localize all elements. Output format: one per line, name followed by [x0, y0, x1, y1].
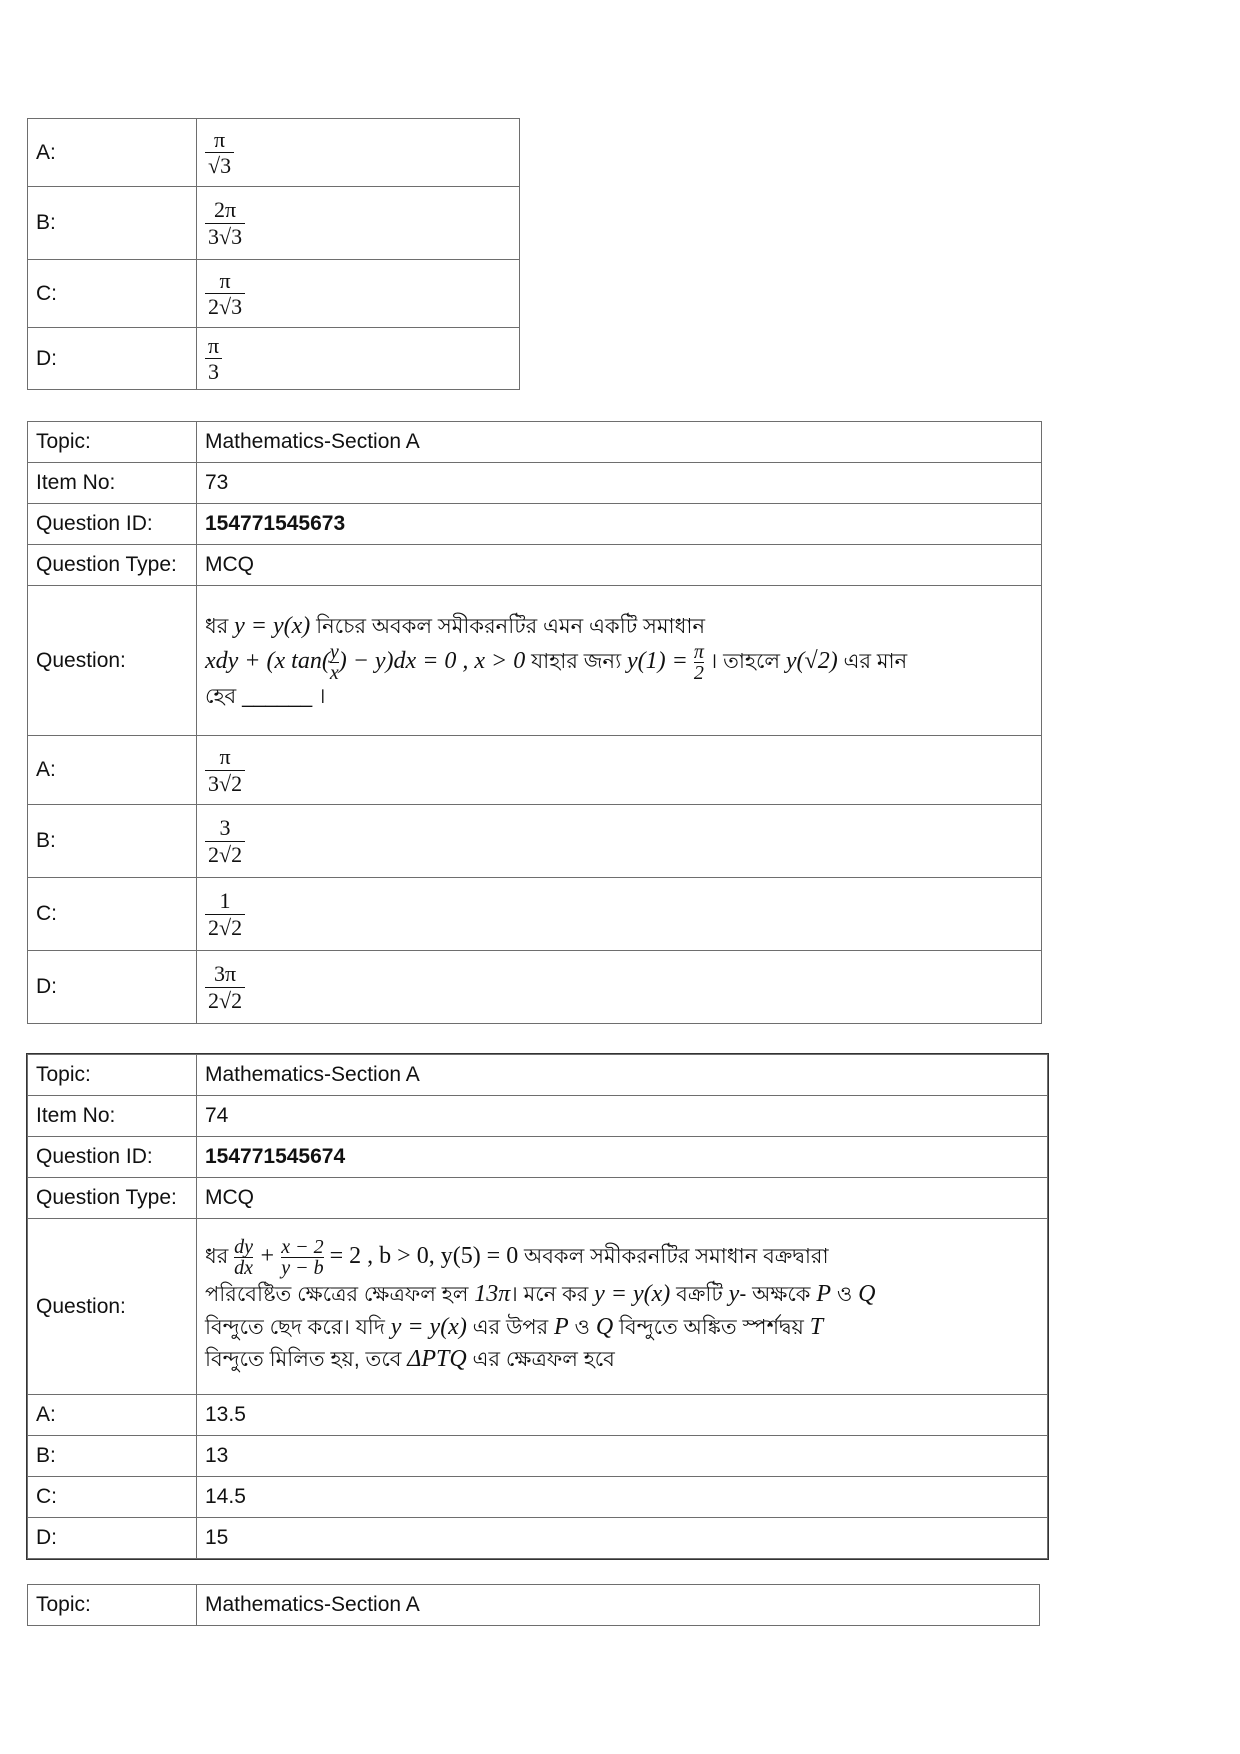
numerator: x − 2: [281, 1236, 324, 1259]
question-table-74: [27, 1054, 1048, 1559]
option-value: [197, 736, 1042, 805]
math: y = y(x): [390, 1313, 467, 1340]
option-value: [197, 328, 520, 390]
denominator: y − b: [281, 1257, 324, 1280]
item-no-label: Item No:: [28, 463, 197, 504]
fraction: [205, 745, 245, 794]
option-label: B:: [28, 1436, 197, 1477]
text: বিন্দুতে অঙ্কিত স্পর্শদ্বয়: [613, 1315, 810, 1339]
question-label: Question:: [28, 1219, 197, 1395]
numerator: π: [208, 332, 220, 358]
option-label: D:: [28, 328, 197, 390]
denominator: 2√2: [205, 987, 245, 1012]
text: । মনে কর: [510, 1283, 595, 1307]
topic-value: Mathematics-Section A: [197, 422, 1042, 463]
topic-label: Topic:: [28, 422, 197, 463]
option-row-a: [28, 119, 520, 187]
math: 13π: [474, 1281, 511, 1308]
topic-label: Topic:: [28, 1585, 197, 1626]
option-row-a: [28, 736, 1042, 805]
question-id-label: Question ID:: [28, 1137, 197, 1178]
item-no-row: [28, 463, 1042, 504]
option-value: [197, 119, 520, 187]
option-value: 13.5: [197, 1395, 1048, 1436]
option-row-b: [28, 805, 1042, 878]
question-type-row: [28, 545, 1042, 586]
option-label: A:: [28, 736, 197, 805]
question-line-2: [205, 1278, 1039, 1310]
numerator: π: [219, 744, 231, 770]
numerator: dy: [234, 1236, 254, 1259]
option-row-c: [28, 1477, 1048, 1518]
option-value: [197, 878, 1042, 951]
text: যাহার জন্য: [525, 650, 628, 674]
text: ও: [831, 1283, 859, 1307]
math: P: [554, 1313, 569, 1340]
question-id-label: Question ID:: [28, 504, 197, 545]
option-label: C:: [28, 1477, 197, 1518]
math: P: [816, 1281, 831, 1308]
text: । তাহলে: [703, 650, 786, 674]
option-label: C:: [28, 260, 197, 328]
text: পরিবেষ্টিত ক্ষেত্রের ক্ষেত্রফল হল: [205, 1283, 475, 1307]
option-label: B:: [28, 805, 197, 878]
math: ΔPTQ: [407, 1346, 467, 1373]
option-row-d: [28, 951, 1042, 1024]
question-id-row: [28, 1137, 1048, 1178]
text: বক্রটি: [670, 1283, 729, 1307]
math: y(√2): [785, 648, 838, 675]
option-label: D:: [28, 951, 197, 1024]
fraction: [205, 128, 234, 177]
question-id-value: 154771545673: [197, 504, 1042, 545]
math: y: [728, 1281, 740, 1308]
fraction: [205, 269, 245, 318]
question-line-2: [205, 642, 1033, 683]
numerator: π: [219, 267, 231, 293]
options-table-prev: [27, 118, 520, 390]
denominator: 2√2: [205, 841, 245, 866]
item-no-value: 73: [197, 463, 1042, 504]
numerator: 1: [219, 888, 231, 914]
option-value: 15: [197, 1518, 1048, 1559]
numerator: π: [693, 641, 704, 664]
question-table-73: [27, 421, 1042, 1024]
fraction: [330, 642, 339, 683]
text: এর ক্ষেত্রফল হবে: [466, 1348, 615, 1372]
option-label: D:: [28, 1518, 197, 1559]
question-id-row: [28, 504, 1042, 545]
option-row-d: [28, 328, 520, 390]
numerator: 3: [219, 815, 231, 841]
option-value: [197, 951, 1042, 1024]
math: ) − y)dx = 0 , x > 0: [338, 648, 526, 675]
numerator: y: [329, 641, 339, 664]
question-type-label: Question Type:: [28, 545, 197, 586]
option-value: [197, 187, 520, 260]
denominator: 3: [205, 358, 222, 383]
option-value: 13: [197, 1436, 1048, 1477]
option-row-c: [28, 878, 1042, 951]
option-row-b: [28, 187, 520, 260]
denominator: dx: [234, 1257, 254, 1280]
topic-value: Mathematics-Section A: [197, 1585, 1040, 1626]
math: y = y(x): [234, 612, 311, 639]
math: Q: [858, 1281, 876, 1308]
denominator: 2: [693, 662, 704, 685]
text: বিন্দুতে ছেদ করে। যদি: [205, 1315, 391, 1339]
item-no-value: 74: [197, 1096, 1048, 1137]
option-row-c: [28, 260, 520, 328]
fraction: [205, 334, 222, 383]
denominator: 3√2: [205, 770, 245, 795]
question-type-row: [28, 1178, 1048, 1219]
item-no-label: Item No:: [28, 1096, 197, 1137]
text: ধর: [205, 1245, 235, 1269]
text: অবকল সমীকরনটির সমাধান বক্রদ্বারা: [518, 1245, 829, 1269]
option-label: B:: [28, 187, 197, 260]
option-label: A:: [28, 119, 197, 187]
fraction: [205, 198, 245, 247]
denominator: 3√3: [205, 223, 245, 248]
fraction: [205, 962, 245, 1011]
question-line-1: [205, 610, 1033, 642]
numerator: π: [213, 126, 226, 152]
math: T: [809, 1313, 824, 1340]
option-row-d: [28, 1518, 1048, 1559]
math: y(1) =: [627, 648, 694, 675]
math: y = y(x): [594, 1281, 671, 1308]
fraction: [205, 889, 245, 938]
text: - অক্ষকে: [739, 1283, 817, 1307]
option-value: [197, 805, 1042, 878]
question-line-3: [205, 1311, 1039, 1343]
denominator: √3: [205, 152, 234, 177]
item-no-row: [28, 1096, 1048, 1137]
topic-row: [28, 1055, 1048, 1096]
fraction: [694, 642, 704, 683]
topic-label: Topic:: [28, 1055, 197, 1096]
text: নিচের অবকল সমীকরনটির এমন একটি সমাধান: [310, 614, 706, 638]
question-label: Question:: [28, 586, 197, 736]
math: xdy + (x tan(: [205, 648, 330, 675]
math: +: [253, 1243, 282, 1270]
question-row: [28, 1219, 1048, 1395]
numerator: 3π: [213, 961, 237, 987]
question-line-3: হেব ______ ।: [205, 685, 326, 709]
denominator: 2√2: [205, 914, 245, 939]
text: এর মান: [837, 650, 908, 674]
question-type-label: Question Type:: [28, 1178, 197, 1219]
math: = 2 , b > 0, y(5) = 0: [323, 1243, 519, 1270]
text: ও: [568, 1315, 596, 1339]
topic-row: [28, 422, 1042, 463]
text: এর উপর: [466, 1315, 555, 1339]
question-row: [28, 586, 1042, 736]
question-type-value: MCQ: [197, 1178, 1048, 1219]
option-label: C:: [28, 878, 197, 951]
option-row-a: [28, 1395, 1048, 1436]
topic-value: Mathematics-Section A: [197, 1055, 1048, 1096]
question-table-next: [27, 1584, 1040, 1626]
question-text: [197, 1219, 1048, 1395]
fraction: [205, 816, 245, 865]
option-value: 14.5: [197, 1477, 1048, 1518]
option-label: A:: [28, 1395, 197, 1436]
fraction: [281, 1237, 323, 1278]
text: বিন্দুতে মিলিত হয়, তবে: [205, 1348, 408, 1372]
text: ধর: [205, 614, 235, 638]
denominator: 2√3: [205, 293, 245, 318]
denominator: x: [329, 662, 339, 685]
option-value: [197, 260, 520, 328]
question-type-value: MCQ: [197, 545, 1042, 586]
numerator: 2π: [213, 197, 237, 223]
fraction: [234, 1237, 253, 1278]
question-id-value: 154771545674: [197, 1137, 1048, 1178]
topic-row: [28, 1585, 1040, 1626]
question-line-4: [205, 1343, 1039, 1375]
question-text: [197, 586, 1042, 736]
question-line-1: [205, 1237, 1039, 1278]
option-row-b: [28, 1436, 1048, 1477]
math: Q: [595, 1313, 614, 1340]
